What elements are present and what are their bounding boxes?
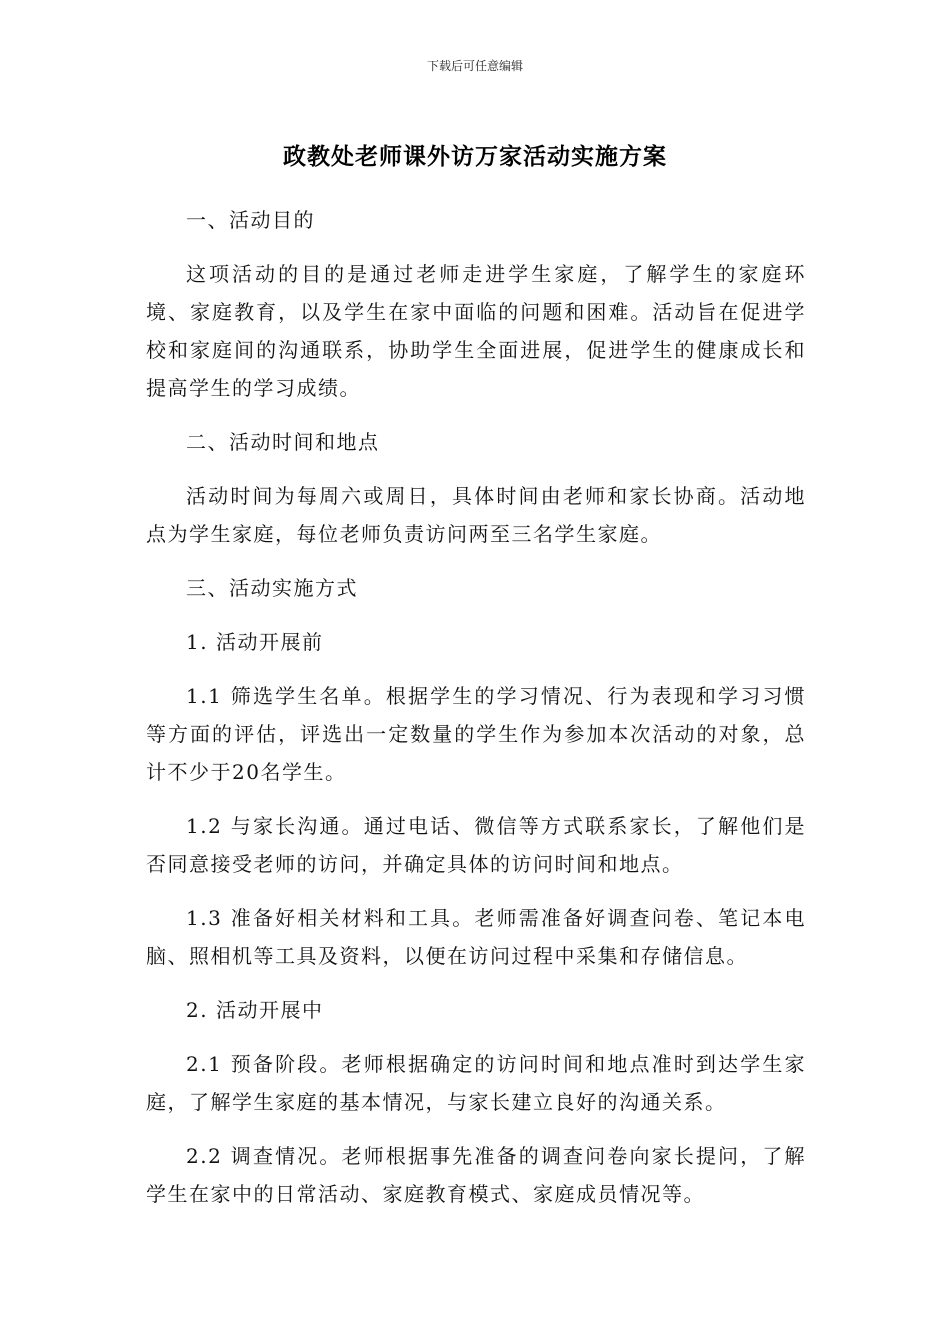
page-header-note: 下载后可任意编辑 xyxy=(426,59,523,73)
paragraph-time-place: 活动时间为每周六或周日，具体时间由老师和家长协商。活动地点为学生家庭，每位老师负责访问两至三名学生家庭。 xyxy=(146,484,806,546)
section-heading-time-place: 二、活动时间和地点 xyxy=(186,430,380,454)
subsection-heading-before: 1. 活动开展前 xyxy=(186,630,324,654)
paragraph-1-2: 1.2 与家长沟通。通过电话、微信等方式联系家长，了解他们是否同意接受老师的访问，并确定具体的访问时间和地点。 xyxy=(146,814,806,876)
paragraph-2-1: 2.1 预备阶段。老师根据确定的访问时间和地点准时到达学生家庭，了解学生家庭的基本情况，与家长建立良好的沟通关系。 xyxy=(146,1052,806,1114)
paragraph-1-1: 1.1 筛选学生名单。根据学生的学习情况、行为表现和学习习惯等方面的评估，评选出一定数量的学生作为参加本次活动的对象，总计不少于20名学生。 xyxy=(146,684,806,784)
document-title: 政教处老师课外访万家活动实施方案 xyxy=(283,144,667,170)
paragraph-1-3: 1.3 准备好相关材料和工具。老师需准备好调查问卷、笔记本电脑、照相机等工具及资料，以便在访问过程中采集和存储信息。 xyxy=(146,906,806,968)
document-body xyxy=(146,201,806,1229)
section-heading-method: 三、活动实施方式 xyxy=(186,576,358,600)
paragraph-2-2: 2.2 调查情况。老师根据事先准备的调查问卷向家长提问，了解学生在家中的日常活动、家庭教育模式、家庭成员情况等。 xyxy=(146,1144,806,1206)
subsection-heading-during: 2. 活动开展中 xyxy=(186,998,324,1022)
paragraph-purpose: 这项活动的目的是通过老师走进学生家庭，了解学生的家庭环境、家庭教育，以及学生在家中面临的问题和困难。活动旨在促进学校和家庭间的沟通联系，协助学生全面进展，促进学生的健康成长和提高学生的学习成绩。 xyxy=(146,262,806,400)
section-heading-purpose: 一、活动目的 xyxy=(186,208,315,232)
